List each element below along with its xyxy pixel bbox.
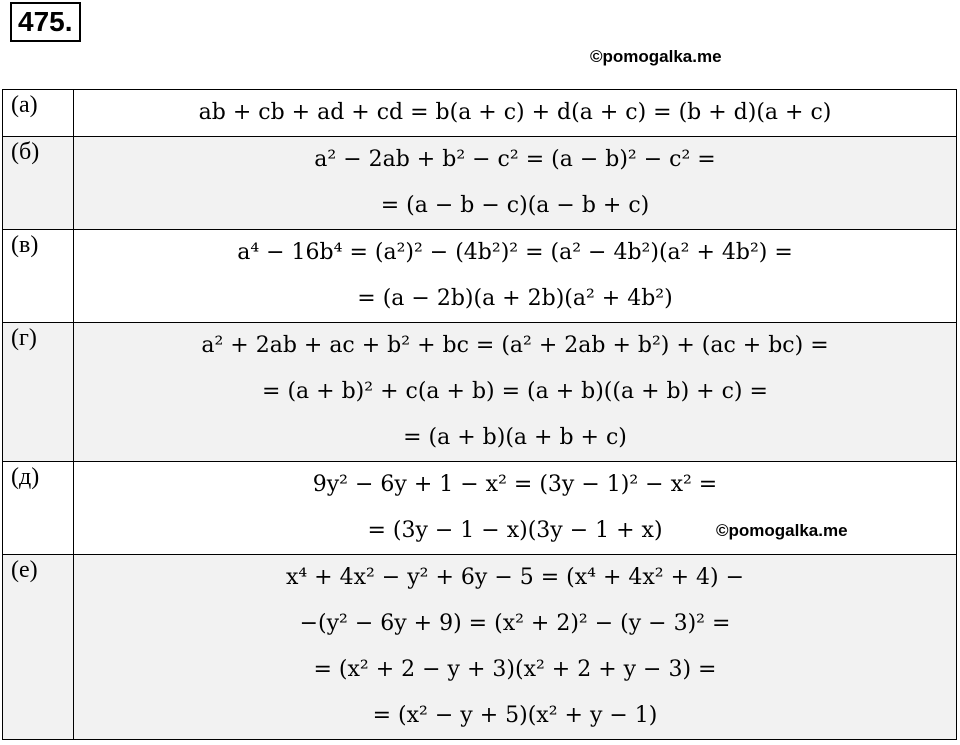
table-row-v bbox=[3, 230, 957, 323]
row-expression bbox=[74, 230, 957, 323]
row-label: (г) bbox=[3, 323, 74, 462]
expression-line: = (a − 2b)(a + 2b)(a² + 4b²) bbox=[357, 286, 673, 311]
expression-line: = (a − b − c)(a − b + c) bbox=[380, 193, 650, 218]
expression-line: a² − 2ab + b² − c² = (a − b)² − c² = bbox=[314, 147, 716, 172]
watermark-inline: ©pomogalka.me bbox=[716, 521, 848, 540]
expression-line: 9y² − 6y + 1 − x² = (3y − 1)² − x² = bbox=[312, 472, 718, 497]
table-row-e bbox=[3, 555, 957, 740]
expression-line: = (x² − y + 5)(x² + y − 1) bbox=[372, 703, 658, 728]
expression-line: = (3y − 1 − x)(3y − 1 + x) bbox=[367, 518, 663, 543]
row-expression bbox=[74, 137, 957, 230]
solutions-table bbox=[2, 89, 957, 740]
problem-number: 475. bbox=[10, 2, 81, 42]
expression-line: x⁴ + 4x² − y² + 6y − 5 = (x⁴ + 4x² + 4) − bbox=[285, 565, 745, 590]
row-label: (д) bbox=[3, 462, 74, 555]
table-row-a bbox=[3, 90, 957, 137]
row-label: (а) bbox=[3, 90, 74, 137]
row-label: (в) bbox=[3, 230, 74, 323]
expression-line: −(y² − 6y + 9) = (x² + 2)² − (y − 3)² = bbox=[299, 611, 731, 636]
expression-line: = (a + b)² + c(a + b) = (a + b)((a + b) + c) = bbox=[262, 379, 768, 404]
expression-line: a² + 2ab + ac + b² + bc = (a² + 2ab + b²) + (ac + bc) = bbox=[201, 333, 829, 358]
expression-line: ab + cb + ad + cd = b(a + c) + d(a + c) = (b + d)(a + c) bbox=[198, 100, 832, 125]
row-label: (б) bbox=[3, 137, 74, 230]
table-row-b bbox=[3, 137, 957, 230]
expression-line: = (x² + 2 − y + 3)(x² + 2 + y − 3) = bbox=[313, 657, 717, 682]
row-expression bbox=[74, 90, 957, 137]
expression-line: a⁴ − 16b⁴ = (a²)² − (4b²)² = (a² − 4b²)(a² + 4b²) = bbox=[237, 240, 793, 265]
watermark-top: ©pomogalka.me bbox=[590, 47, 722, 66]
table-row-g bbox=[3, 323, 957, 462]
row-expression bbox=[74, 555, 957, 740]
row-label: (е) bbox=[3, 555, 74, 740]
row-expression bbox=[74, 323, 957, 462]
expression-line: = (a + b)(a + b + c) bbox=[403, 425, 627, 450]
